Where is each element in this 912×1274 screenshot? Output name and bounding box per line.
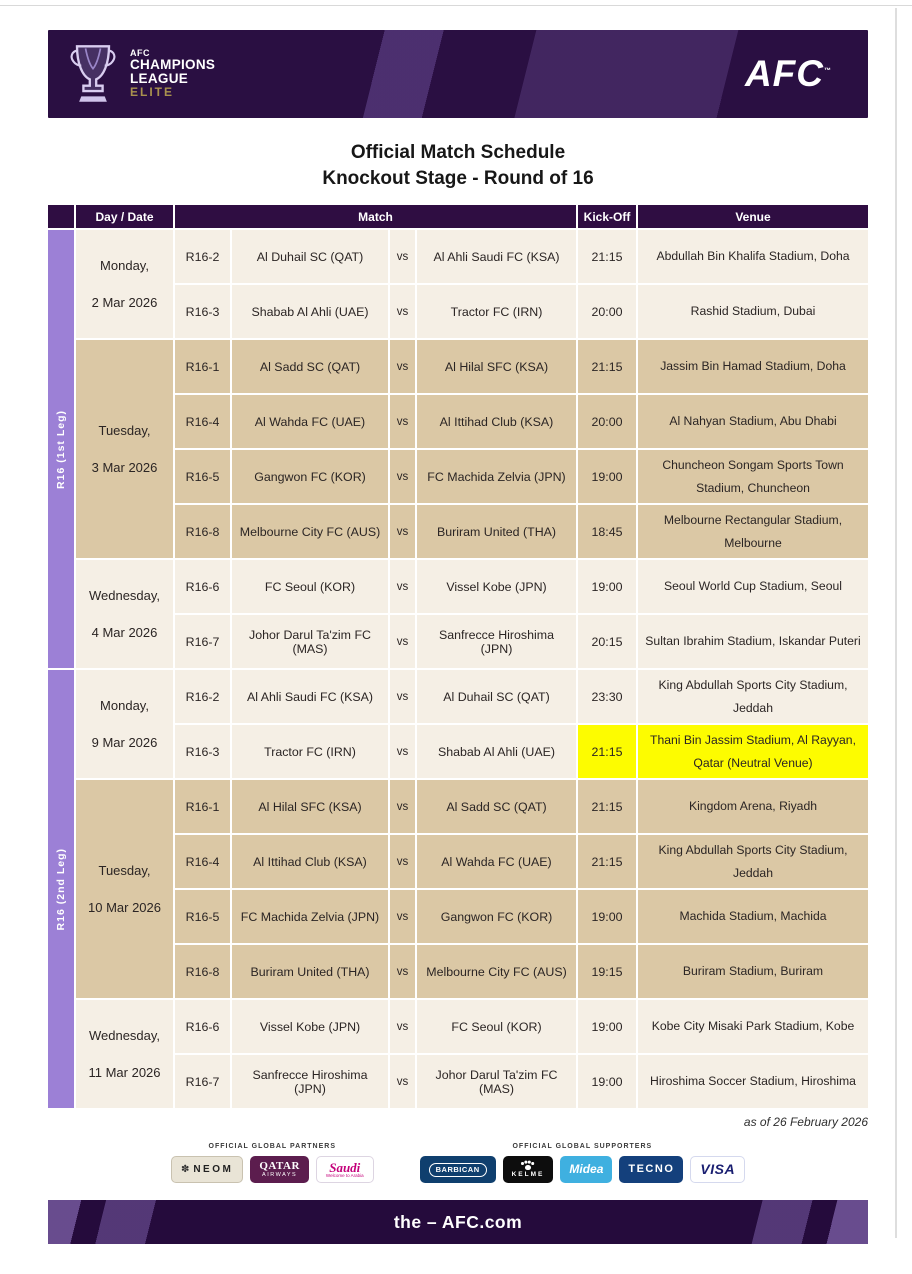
venue: Buriram Stadium, Buriram (638, 945, 868, 998)
neom-flower-icon: ✽ (180, 1163, 190, 1175)
away-team: Al Ittihad Club (KSA) (417, 395, 576, 448)
kickoff-time: 19:00 (578, 1055, 636, 1108)
header-banner (48, 30, 868, 118)
venue: Al Nahyan Stadium, Abu Dhabi (638, 395, 868, 448)
day-date-cell (76, 340, 173, 558)
away-team: Vissel Kobe (JPN) (417, 560, 576, 613)
saudi-logo-content (326, 1161, 364, 1179)
home-team: Gangwon FC (KOR) (232, 450, 388, 503)
sponsor-row-supporters (420, 1156, 745, 1183)
kickoff-time: 19:00 (578, 560, 636, 613)
vs-label: vs (390, 725, 415, 778)
away-team: FC Seoul (KOR) (417, 1000, 576, 1053)
day-date: 11 Mar 2026 (88, 1065, 161, 1081)
day-name: Tuesday, (98, 863, 151, 879)
midea-logo-content (569, 1163, 603, 1176)
away-team: Gangwon FC (KOR) (417, 890, 576, 943)
vs-label: vs (390, 450, 415, 503)
day-date-cell (76, 230, 173, 338)
acl-logo-champions: CHAMPIONS (130, 57, 216, 73)
venue: Rashid Stadium, Dubai (638, 285, 868, 338)
day-date: 10 Mar 2026 (88, 900, 161, 916)
kickoff-time: 21:15 (578, 780, 636, 833)
away-team: Shabab Al Ahli (UAE) (417, 725, 576, 778)
schedule-body (48, 230, 868, 1108)
page-title-line1: Official Match Schedule (350, 142, 566, 163)
away-team: Buriram United (THA) (417, 505, 576, 558)
home-team: Al Duhail SC (QAT) (232, 230, 388, 283)
away-team: Al Duhail SC (QAT) (417, 670, 576, 723)
venue: Kobe City Misaki Park Stadium, Kobe (638, 1000, 868, 1053)
vs-label: vs (390, 780, 415, 833)
leg-label: R16 (1st Leg) (55, 409, 67, 489)
supporters-label: OFFICIAL GLOBAL SUPPORTERS (512, 1143, 653, 1151)
match-number: R16-2 (175, 670, 230, 723)
neom-logo-content (181, 1165, 233, 1176)
match-number: R16-6 (175, 1000, 230, 1053)
away-team: Al Wahda FC (UAE) (417, 835, 576, 888)
scan-edge-top (0, 5, 912, 6)
home-team: Melbourne City FC (AUS) (232, 505, 388, 558)
away-team: Al Ahli Saudi FC (KSA) (417, 230, 576, 283)
home-team: Al Wahda FC (UAE) (232, 395, 388, 448)
home-team: Al Sadd SC (QAT) (232, 340, 388, 393)
match-number: R16-3 (175, 285, 230, 338)
match-number: R16-5 (175, 890, 230, 943)
day-name: Wednesday, (88, 588, 161, 604)
kickoff-time: 19:00 (578, 450, 636, 503)
sponsor-row-partners (171, 1156, 374, 1183)
neom-logo-text: NEOM (193, 1163, 234, 1175)
neom-logo (171, 1156, 243, 1183)
match-number: R16-1 (175, 340, 230, 393)
day-date: 3 Mar 2026 (91, 460, 158, 476)
qatar-airways-logo-text: AIRWAYS (262, 1171, 298, 1178)
kickoff-time: 20:15 (578, 615, 636, 668)
kickoff-time: 23:30 (578, 670, 636, 723)
visa-logo-text: VISA (700, 1161, 736, 1178)
venue: Jassim Bin Hamad Stadium, Doha (638, 340, 868, 393)
venue: Chuncheon Songam Sports Town Stadium, Chuncheon (638, 450, 868, 503)
match-number: R16-2 (175, 230, 230, 283)
sponsors-section (48, 1143, 868, 1183)
venue: Sultan Ibrahim Stadium, Iskandar Puteri (638, 615, 868, 668)
day-date: 2 Mar 2026 (91, 295, 158, 311)
footer-bar (48, 1200, 868, 1244)
midea-logo-text: Midea (569, 1162, 604, 1177)
vs-label: vs (390, 505, 415, 558)
tecno-logo (619, 1156, 683, 1183)
day-date-cell (76, 1000, 173, 1108)
home-team: Al Ittihad Club (KSA) (232, 835, 388, 888)
kickoff-time: 20:00 (578, 395, 636, 448)
match-number: R16-3 (175, 725, 230, 778)
away-team: FC Machida Zelvia (JPN) (417, 450, 576, 503)
venue: King Abdullah Sports City Stadium, Jeddah (638, 670, 868, 723)
match-number: R16-4 (175, 395, 230, 448)
away-team: Johor Darul Ta'zim FC (MAS) (417, 1055, 576, 1108)
tecno-logo-content (628, 1164, 674, 1176)
visa-logo-content (700, 1162, 735, 1177)
kickoff-time: 20:00 (578, 285, 636, 338)
vs-label: vs (390, 615, 415, 668)
kelme-logo-text: KELME (511, 1170, 545, 1178)
kickoff-time: 21:15 (578, 835, 636, 888)
header-leg-spacer (48, 205, 74, 228)
sponsor-group-supporters (420, 1143, 745, 1183)
away-team: Al Hilal SFC (KSA) (417, 340, 576, 393)
away-team: Tractor FC (IRN) (417, 285, 576, 338)
venue: Abdullah Bin Khalifa Stadium, Doha (638, 230, 868, 283)
acl-logo-league: LEAGUE (130, 71, 189, 87)
day-date-cell (76, 780, 173, 998)
venue: Hiroshima Soccer Stadium, Hiroshima (638, 1055, 868, 1108)
home-team: Al Ahli Saudi FC (KSA) (232, 670, 388, 723)
home-team: Sanfrecce Hiroshima (JPN) (232, 1055, 388, 1108)
day-name: Monday, (100, 258, 149, 274)
vs-label: vs (390, 395, 415, 448)
venue: Machida Stadium, Machida (638, 890, 868, 943)
match-number: R16-5 (175, 450, 230, 503)
header-kickoff: Kick-Off (578, 205, 636, 228)
header-venue: Venue (638, 205, 868, 228)
qatar-airways-logo-content (259, 1161, 300, 1178)
kickoff-time: 19:00 (578, 890, 636, 943)
vs-label: vs (390, 945, 415, 998)
kelme-logo (503, 1156, 554, 1183)
acl-logo-text (130, 49, 215, 99)
home-team: FC Seoul (KOR) (232, 560, 388, 613)
saudi-logo (316, 1156, 374, 1183)
visa-logo (690, 1156, 745, 1183)
day-date: 4 Mar 2026 (91, 625, 158, 641)
home-team: FC Machida Zelvia (JPN) (232, 890, 388, 943)
venue: Melbourne Rectangular Stadium, Melbourne (638, 505, 868, 558)
saudi-logo-subtext: Welcome to Arabia (325, 1173, 364, 1179)
kelme-logo-content (512, 1161, 545, 1179)
vs-label: vs (390, 340, 415, 393)
tecno-logo-text: TECNO (628, 1163, 675, 1175)
leg-strip (48, 670, 74, 1108)
home-team: Buriram United (THA) (232, 945, 388, 998)
saudi-logo-text: Saudi (329, 1159, 361, 1175)
venue: King Abdullah Sports City Stadium, Jeddah (638, 835, 868, 888)
schedule-header-row (48, 205, 868, 228)
as-of-note: as of 26 February 2026 (743, 1115, 868, 1130)
away-team: Melbourne City FC (AUS) (417, 945, 576, 998)
acl-elite-logo (66, 42, 215, 106)
match-number: R16-7 (175, 615, 230, 668)
kickoff-time: 21:15 (578, 230, 636, 283)
qatar-airways-logo (250, 1156, 309, 1183)
day-date: 9 Mar 2026 (91, 735, 158, 751)
afc-wordmark-text: AFC (744, 53, 824, 94)
qatar-airways-logo-text: QATAR (259, 1160, 300, 1173)
acl-logo-afc: AFC (130, 48, 150, 59)
vs-label: vs (390, 1000, 415, 1053)
venue: Seoul World Cup Stadium, Seoul (638, 560, 868, 613)
kickoff-time: 18:45 (578, 505, 636, 558)
day-date-cell (76, 670, 173, 778)
venue: Thani Bin Jassim Stadium, Al Rayyan, Qatar (Neutral Venue) (638, 725, 868, 778)
home-team: Shabab Al Ahli (UAE) (232, 285, 388, 338)
leg-strip (48, 230, 74, 668)
kickoff-time: 21:15 (578, 725, 636, 778)
vs-label: vs (390, 285, 415, 338)
partners-label: OFFICIAL GLOBAL PARTNERS (208, 1143, 336, 1151)
scan-edge-right (895, 8, 897, 1238)
home-team: Vissel Kobe (JPN) (232, 1000, 388, 1053)
barbican-logo-content (429, 1163, 487, 1177)
match-number: R16-1 (175, 780, 230, 833)
barbican-logo-text: BARBICAN (429, 1163, 487, 1177)
trophy-icon (66, 42, 120, 106)
match-number: R16-8 (175, 505, 230, 558)
home-team: Al Hilal SFC (KSA) (232, 780, 388, 833)
match-number: R16-4 (175, 835, 230, 888)
day-date-cell (76, 560, 173, 668)
match-number: R16-8 (175, 945, 230, 998)
home-team: Johor Darul Ta'zim FC (MAS) (232, 615, 388, 668)
away-team: Sanfrecce Hiroshima (JPN) (417, 615, 576, 668)
vs-label: vs (390, 670, 415, 723)
day-name: Monday, (100, 698, 149, 714)
home-team: Tractor FC (IRN) (232, 725, 388, 778)
midea-logo (560, 1156, 612, 1183)
header-day-date: Day / Date (76, 205, 173, 228)
vs-label: vs (390, 835, 415, 888)
page-title-line2: Knockout Stage - Round of 16 (322, 167, 594, 189)
vs-label: vs (390, 560, 415, 613)
kelme-paw-icon (521, 1161, 534, 1170)
barbican-logo (420, 1156, 496, 1183)
leg-label: R16 (2nd Leg) (55, 848, 67, 931)
day-name: Wednesday, (88, 1028, 161, 1044)
vs-label: vs (390, 1055, 415, 1108)
kickoff-time: 21:15 (578, 340, 636, 393)
footer-url: the – AFC.com (393, 1211, 523, 1232)
kickoff-time: 19:15 (578, 945, 636, 998)
kickoff-time: 19:00 (578, 1000, 636, 1053)
header-match: Match (175, 205, 576, 228)
afc-wordmark (745, 53, 832, 95)
match-number: R16-6 (175, 560, 230, 613)
afc-wordmark-tm: ™ (824, 67, 832, 75)
sponsor-group-partners (171, 1143, 374, 1183)
match-number: R16-7 (175, 1055, 230, 1108)
page-title (48, 140, 868, 191)
day-name: Tuesday, (98, 423, 151, 439)
acl-logo-elite: ELITE (130, 85, 175, 100)
vs-label: vs (390, 890, 415, 943)
venue: Kingdom Arena, Riyadh (638, 780, 868, 833)
away-team: Al Sadd SC (QAT) (417, 780, 576, 833)
vs-label: vs (390, 230, 415, 283)
